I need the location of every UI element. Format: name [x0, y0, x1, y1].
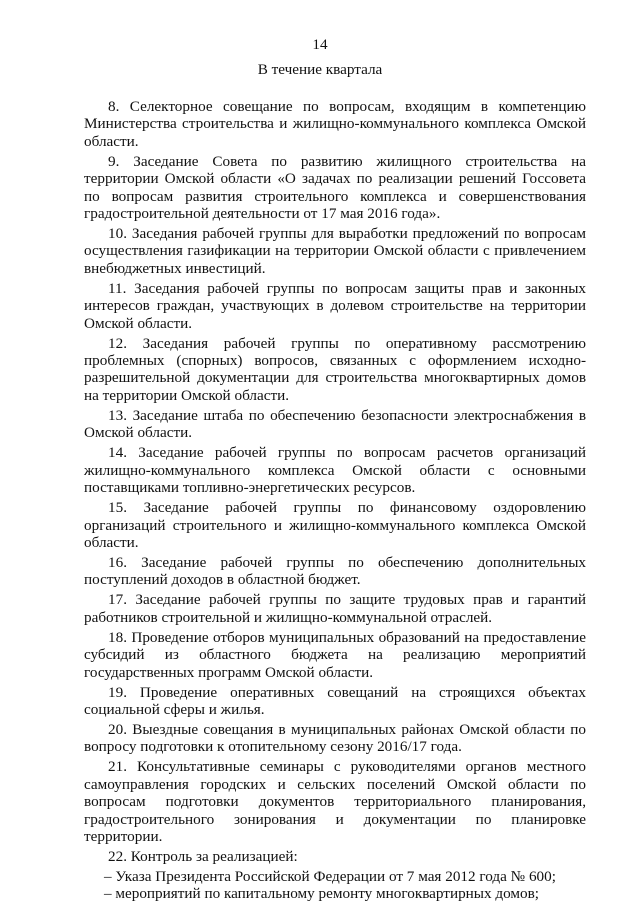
list-item: 9. Заседание Совета по развитию жилищного строительства на территории Омской области «О задачах по реализации решений Госсовета по вопросам развития строительного комплекса и совершенствования градостроительной деятельности от 17 мая 2016 года». — [84, 152, 586, 223]
list-item: 19. Проведение оперативных совещаний на строящихся объектах социальной сферы и жилья. — [84, 683, 586, 718]
page-number: 14 — [312, 36, 328, 53]
list-item: 11. Заседания рабочей группы по вопросам защиты прав и законных интересов граждан, участвующих в долевом строительстве на территории Омской области. — [84, 279, 586, 332]
list-item: 22. Контроль за реализацией: — [108, 847, 298, 865]
list-item: 18. Проведение отборов муниципальных образований на предоставление субсидий из областного бюджета на реализацию мероприятий государственных программ Омской области. — [84, 628, 586, 681]
list-item: 16. Заседание рабочей группы по обеспечению дополнительных поступлений доходов в областной бюджет. — [84, 553, 586, 589]
list-item: 8. Селекторное совещание по вопросам, входящим в компетенцию Министерства строительства и жилищно-коммунального комплекса Омской области. — [84, 98, 586, 150]
list-item: 17. Заседание рабочей группы по защите трудовых прав и гарантий работников строительной и жилищно-коммунальной отраслей. — [84, 591, 586, 626]
list-item: 15. Заседание рабочей группы по финансовому оздоровлению организаций строительного и жилищно-коммунального комплекса Омской области. — [84, 499, 586, 551]
bullet-item: – мероприятий по капитальному ремонту многоквартирных домов; — [104, 885, 540, 903]
list-item: 13. Заседание штаба по обеспечению безопасности электроснабжения в Омской области. — [84, 406, 586, 442]
section-title: В течение квартала — [257, 61, 383, 78]
list-item: 10. Заседания рабочей группы для выработки предложений по вопросам осуществления газификации на территории Омской области с привлечением внебюджетных инвестиций. — [84, 225, 586, 277]
list-item: 20. Выездные совещания в муниципальных районах Омской области по вопросу подготовки к отопительному сезону 2016/17 года. — [84, 720, 586, 756]
list-item: 12. Заседания рабочей группы по оперативному рассмотрению проблемных (спорных) вопросов, связанных с оформлением исходно-разрешительной документации для строительства многоквартирных домов на территории Омской области. — [84, 334, 586, 404]
list-item: 21. Консультативные семинары с руководителями органов местного самоуправления городских и сельских поселений Омской области по вопросам подготовки документов территориального планирования, градостроительного зонирования и документации по планировке территории. — [84, 758, 586, 845]
list-item: 14. Заседание рабочей группы по вопросам расчетов организаций жилищно-коммунального комплекса Омской области с основными поставщиками топливно-энергетических ресурсов. — [84, 444, 586, 497]
document-body — [84, 98, 586, 903]
bullet-item: – Указа Президента Российской Федерации от 7 мая 2012 года № 600; — [104, 867, 556, 885]
